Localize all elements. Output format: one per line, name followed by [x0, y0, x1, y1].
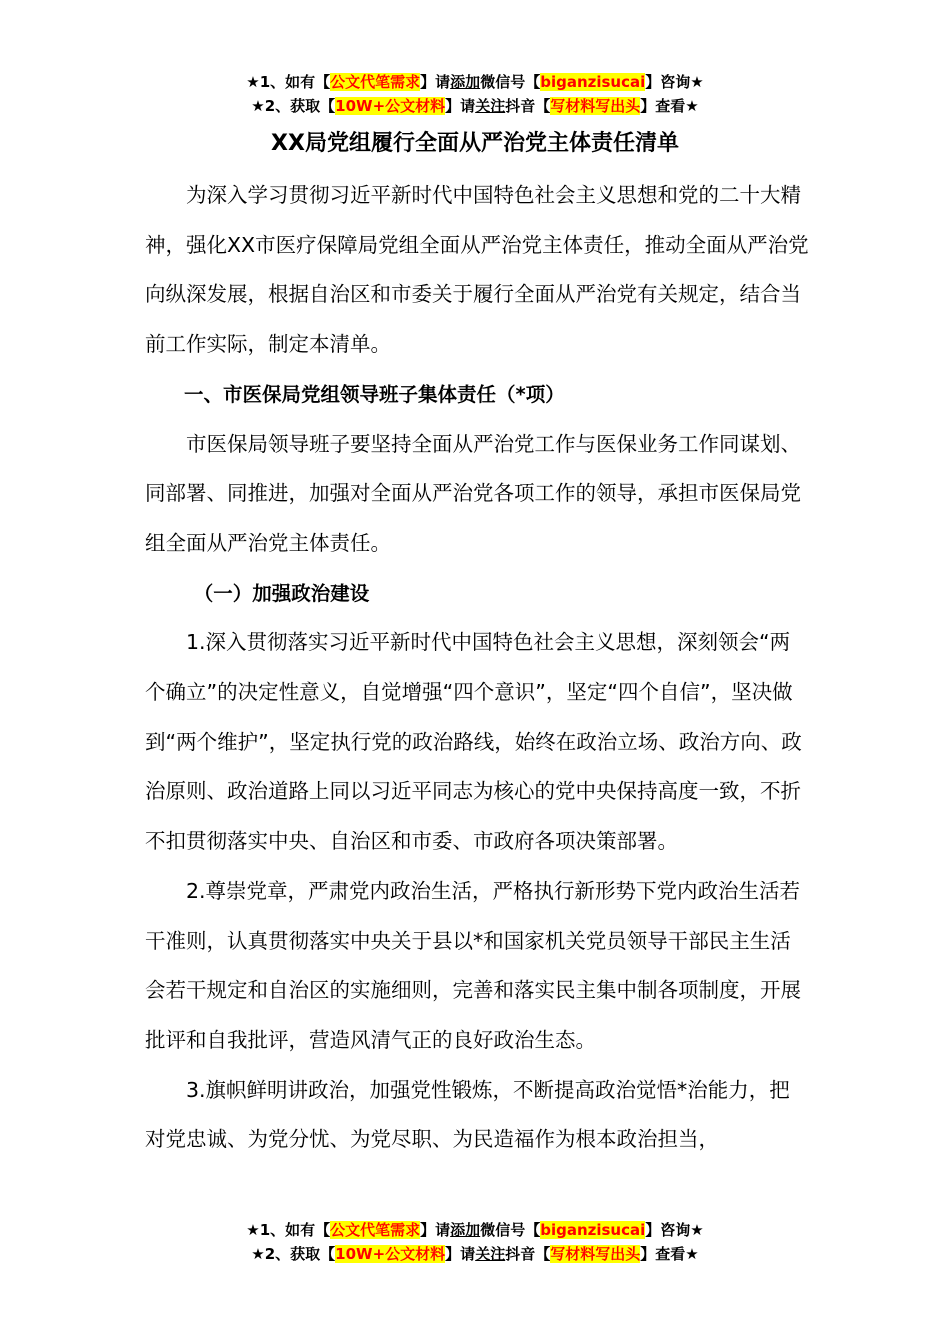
- document-title: XX局党组履行全面从严治党主体责任清单: [271, 131, 679, 156]
- banner-text: 1、如有【: [259, 73, 331, 91]
- banner-text: 】查看: [640, 1245, 686, 1263]
- banner-highlight: 10W+公文材料: [335, 1245, 446, 1263]
- banner-highlight: 公文代笔需求: [330, 1221, 421, 1239]
- bottom-banner: [0, 1218, 950, 1266]
- star-icon: ★: [690, 1221, 704, 1239]
- banner-underlined: 添加: [450, 73, 481, 91]
- star-icon: ★: [246, 1221, 260, 1239]
- star-icon: ★: [690, 73, 704, 91]
- star-icon: ★: [685, 1245, 699, 1263]
- list-item: 3.旗帜鲜明讲政治，加强党性锻炼，不断提高政治觉悟*治能力，把对党忠诚、为党分忧、为党尽职、为民造福作为根本政治担当，: [145, 1077, 790, 1152]
- banner-text: 2、获取【: [264, 97, 336, 115]
- star-icon: ★: [251, 1245, 265, 1263]
- banner-text: 】请: [420, 73, 451, 91]
- section-paragraph: 市医保局领导班子要坚持全面从严治党工作与医保业务工作同谋划、同部署、同推进，加强对全面从严治党各项工作的领导，承担市医保局党组全面从严治党主体责任。: [145, 431, 801, 555]
- banner-line-2: [0, 94, 950, 118]
- star-icon: ★: [685, 97, 699, 115]
- banner-underlined: 添加: [450, 1221, 481, 1239]
- document-body: [145, 171, 810, 1165]
- banner-text: 抖音【: [505, 97, 551, 115]
- banner-text: 微信号【: [480, 1221, 541, 1239]
- star-icon: ★: [246, 73, 260, 91]
- banner-text: 】请: [445, 1245, 476, 1263]
- star-icon: ★: [251, 97, 265, 115]
- banner-line-2: [0, 1242, 950, 1266]
- banner-text: 】咨询: [645, 1221, 691, 1239]
- banner-underlined: 关注: [475, 1245, 506, 1263]
- banner-highlight: 公文代笔需求: [330, 73, 421, 91]
- banner-highlight: 10W+公文材料: [335, 97, 446, 115]
- banner-text: 微信号【: [480, 73, 541, 91]
- banner-text: 2、获取【: [264, 1245, 336, 1263]
- banner-text: 】请: [420, 1221, 451, 1239]
- list-item: 1.深入贯彻落实习近平新时代中国特色社会主义思想，深刻领会“两个确立”的决定性意义，自觉增强“四个意识”，坚定“四个自信”，坚决做到“两个维护”，坚定执行党的政治路线，始终在政治立场、政治方向、政治原则、政治道路上同以习近平同志为核心的党中央保持高度一致，不折不扣贯彻落实中央、自治区和市委、市政府各项决策部署。: [145, 630, 802, 854]
- subsection-heading: （一）加强政治建设: [193, 581, 370, 605]
- list-item: 2.尊崇党章，严肃党内政治生活，严格执行新形势下党内政治生活若干准则，认真贯彻落实中央关于县以*和国家机关党员领导干部民主生活会若干规定和自治区的实施细则，完善和落实民主集中制各项制度，开展批评和自我批评，营造风清气正的良好政治生态。: [145, 878, 801, 1052]
- section-heading: 一、市医保局党组领导班子集体责任（*项）: [184, 382, 565, 406]
- intro-paragraph: 为深入学习贯彻习近平新时代中国特色社会主义思想和党的二十大精神，强化XX市医疗保障局党组全面从严治党主体责任，推动全面从严治党向纵深发展，根据自治区和市委关于履行全面从严治党有关规定，结合当前工作实际，制定本清单。: [145, 183, 809, 357]
- douyin-highlight: 写材料写出头: [550, 97, 641, 115]
- banner-text: 】查看: [640, 97, 686, 115]
- wechat-id-highlight: biganzisucai: [540, 1221, 646, 1239]
- top-banner: [0, 70, 950, 118]
- banner-line-1: [0, 70, 950, 94]
- banner-line-1: [0, 1218, 950, 1242]
- banner-text: 抖音【: [505, 1245, 551, 1263]
- douyin-highlight: 写材料写出头: [550, 1245, 641, 1263]
- banner-underlined: 关注: [475, 97, 506, 115]
- banner-text: 1、如有【: [259, 1221, 331, 1239]
- banner-text: 】请: [445, 97, 476, 115]
- wechat-id-highlight: biganzisucai: [540, 73, 646, 91]
- banner-text: 】咨询: [645, 73, 691, 91]
